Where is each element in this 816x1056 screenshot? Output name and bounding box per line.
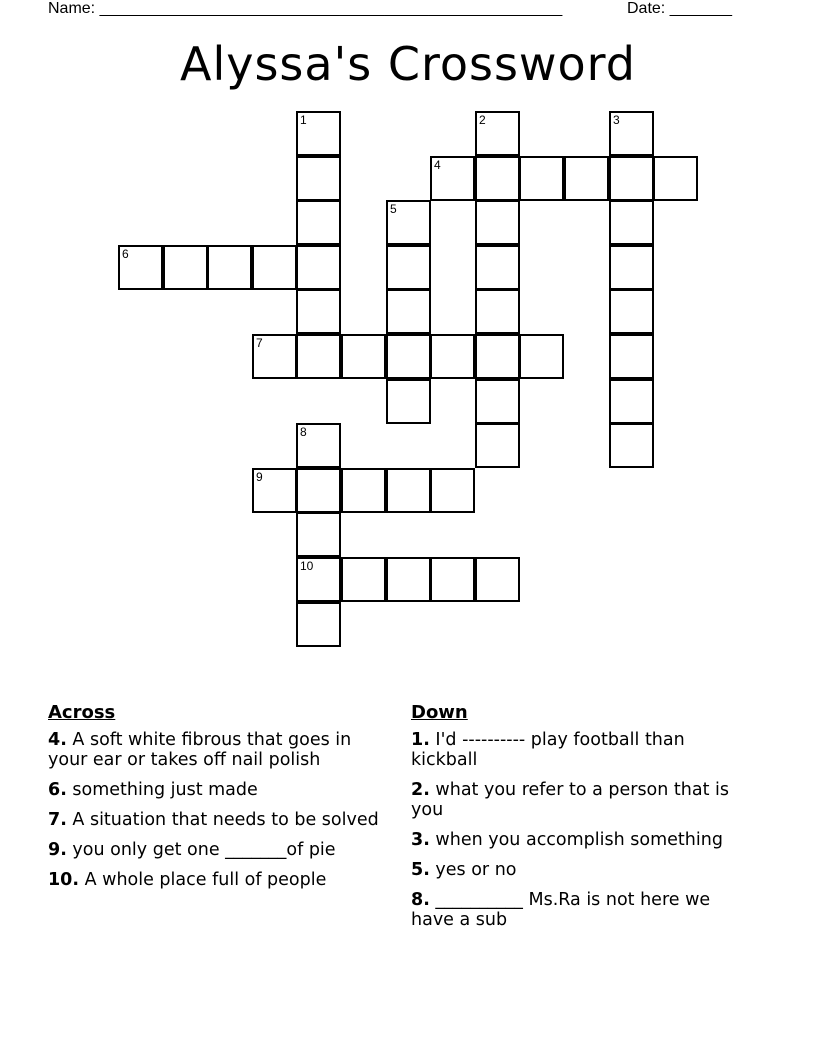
cell-number: 3	[613, 113, 620, 127]
clue-text: I'd ---------- play football than kickball	[411, 730, 685, 770]
grid-cell	[296, 156, 341, 201]
grid-cell	[386, 379, 431, 424]
clue-number: 8	[411, 890, 424, 910]
grid-cell	[296, 200, 341, 245]
clue-number: 3	[411, 830, 424, 850]
grid-cell	[207, 245, 252, 290]
clue-text: you only get one _______of pie	[72, 840, 336, 860]
grid-cell	[609, 379, 654, 424]
grid-cell	[252, 245, 297, 290]
grid-cell	[430, 156, 475, 201]
grid-cell	[296, 557, 341, 602]
grid-cell	[519, 334, 564, 379]
grid-cell	[475, 289, 520, 334]
grid-cell	[386, 334, 431, 379]
clue-number: 7	[48, 810, 61, 830]
grid-cell	[386, 557, 431, 602]
clue-down: 5. yes or no	[411, 860, 517, 880]
down-clues	[411, 702, 756, 940]
clue-number: 1	[411, 730, 424, 750]
grid-cell	[386, 200, 431, 245]
grid-cell	[475, 200, 520, 245]
clue-across: 7. A situation that needs to be solved	[48, 810, 379, 830]
cell-number: 9	[256, 470, 263, 484]
clue-number: 9	[48, 840, 61, 860]
clue-down: 2. what you refer to a person that is you	[411, 780, 729, 820]
grid-cell	[475, 423, 520, 468]
clue-text: A soft white fibrous that goes in your ear or takes off nail polish	[48, 730, 352, 770]
clue-text: __________ Ms.Ra is not here we have a sub	[411, 890, 711, 930]
grid-cell	[118, 245, 163, 290]
across-heading: Across	[48, 702, 116, 723]
grid-cell	[296, 111, 341, 156]
grid-cell	[430, 334, 475, 379]
grid-cell	[296, 423, 341, 468]
grid-cell	[609, 334, 654, 379]
puzzle-title: Alyssa's Crossword	[180, 37, 636, 91]
grid-cell	[252, 334, 297, 379]
clue-down: 3. when you accomplish something	[411, 830, 723, 850]
cell-number: 6	[122, 247, 129, 261]
clue-number: 4	[48, 730, 61, 750]
grid-cell	[609, 245, 654, 290]
grid-cell	[475, 111, 520, 156]
cell-number: 7	[256, 336, 263, 350]
grid-cell	[386, 245, 431, 290]
grid-cell	[430, 557, 475, 602]
clue-text: when you accomplish something	[435, 830, 723, 850]
grid-cell	[475, 156, 520, 201]
grid-cell	[609, 200, 654, 245]
grid-cell	[609, 423, 654, 468]
cell-number: 10	[300, 559, 314, 573]
grid-cell	[564, 156, 609, 201]
grid-cell	[653, 156, 698, 201]
grid-cell	[386, 468, 431, 513]
grid-cell	[163, 245, 208, 290]
clue-across: 9. you only get one _______of pie	[48, 840, 336, 860]
cell-number: 4	[434, 158, 441, 172]
grid-cell	[296, 245, 341, 290]
grid-cell	[296, 602, 341, 647]
grid-cell	[296, 289, 341, 334]
date-field-label: Date: _______	[627, 0, 732, 17]
grid-cell	[609, 156, 654, 201]
grid-cell	[252, 468, 297, 513]
grid-cell	[341, 468, 386, 513]
grid-cell	[475, 379, 520, 424]
cell-number: 8	[300, 425, 307, 439]
down-heading: Down	[411, 702, 468, 723]
grid-cell	[475, 557, 520, 602]
clue-text: what you refer to a person that is you	[411, 780, 729, 820]
grid-cell	[341, 334, 386, 379]
grid-cell	[475, 334, 520, 379]
grid-cell	[386, 289, 431, 334]
clue-down: 8. __________ Ms.Ra is not here we have a sub	[411, 890, 711, 930]
cell-number: 1	[300, 113, 307, 127]
clue-text: something just made	[72, 780, 258, 800]
grid-cell	[296, 512, 341, 557]
grid-cell	[519, 156, 564, 201]
clue-text: yes or no	[435, 860, 517, 880]
grid-cell	[341, 557, 386, 602]
clue-across: 10. A whole place full of people	[48, 870, 327, 890]
clue-text: A whole place full of people	[84, 870, 327, 890]
grid-cell	[475, 245, 520, 290]
name-field-label: Name: ____________________________________________________	[48, 0, 563, 17]
grid-cell	[296, 468, 341, 513]
grid-cell	[609, 289, 654, 334]
clue-number: 2	[411, 780, 424, 800]
clue-number: 5	[411, 860, 424, 880]
clue-text: A situation that needs to be solved	[72, 810, 379, 830]
cell-number: 2	[479, 113, 486, 127]
clue-number: 6	[48, 780, 61, 800]
grid-cell	[296, 334, 341, 379]
across-clues	[48, 702, 388, 900]
grid-cell	[430, 468, 475, 513]
clue-across: 4. A soft white fibrous that goes in your ear or takes off nail polish	[48, 730, 352, 770]
clue-down: 1. I'd ---------- play football than kickball	[411, 730, 685, 770]
clue-across: 6. something just made	[48, 780, 258, 800]
clue-number: 10	[48, 870, 73, 890]
cell-number: 5	[390, 202, 397, 216]
grid-cell	[609, 111, 654, 156]
